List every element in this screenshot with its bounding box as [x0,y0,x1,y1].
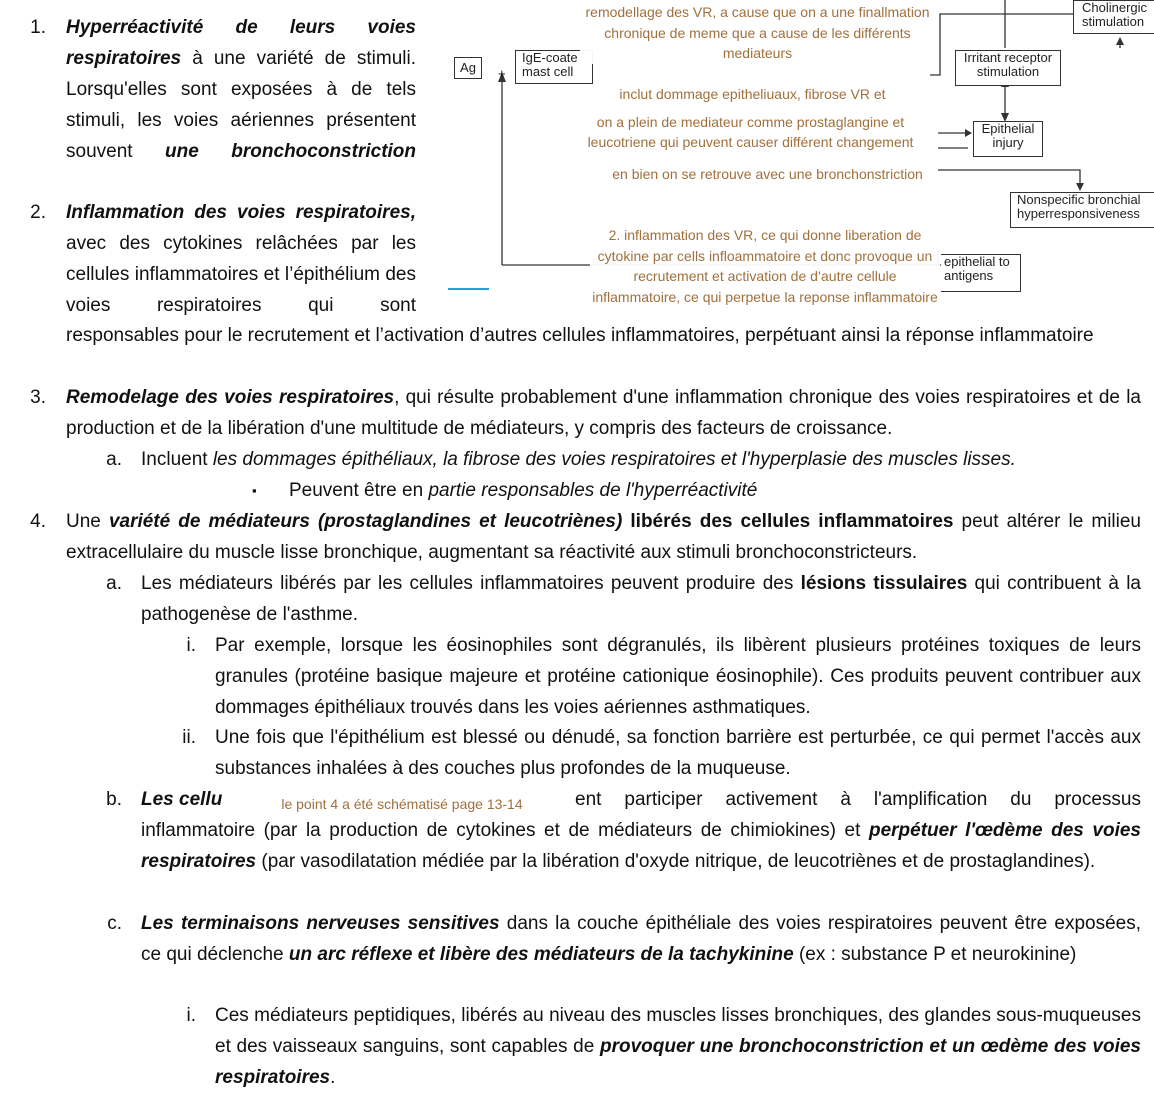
item-4b-bold: perpétuer l'œdème des voies respiratoires [141,820,1141,872]
item-3a-italic: les dommages épithéliaux, la fibrose des voies respiratoires et l'hyperplasie des muscles lisses. [212,449,1016,470]
irritant-receptor-box: Irritant receptor stimulation [955,50,1061,86]
item-2-bold: Inflammation des voies respiratoires, [66,202,416,223]
item-2-number: 2. [30,202,46,223]
item-3-text [66,382,1141,444]
item-4c-bold: Les terminaisons nerveuses sensitives [141,913,500,934]
item-3-bold: Remodelage des voies respiratoires [66,387,395,408]
note-remodelling: remodellage des VR, a cause que on a une finallmation chronique de meme que a cause de les différents mediateurs [580,2,935,64]
item-4-text [66,506,1141,568]
item-4c-marker: c. [107,913,122,934]
item-4c-body: dans la couche épithéliale des voies respiratoires peuvent être exposées, ce qui déclenche [141,913,1141,965]
asthma-diagram [440,0,1154,330]
item-4c-i-text [215,1000,1141,1093]
item-4b-lead: inflammatoire (par la production de cytokines et de médiateurs de chimiokines) et [141,820,869,841]
item-2-body: avec des cytokines relâchées par les cellules inflammatoires et l’épithélium des voies respiratoires qui sont [66,233,416,316]
item-4c-text [141,908,1141,970]
item-1-body: à une variété de stimuli. Lorsqu'elles sont exposées à de tels stimuli, les voies aériennes présentent souvent [66,48,416,162]
item-4c-i-bold: provoquer une bronchoconstriction et un œdème des voies respiratoires [215,1036,1142,1088]
item-4-bold-italic: variété de médiateurs (prostaglandines et leucotriènes) [108,511,623,532]
item-1-bold-end: une bronchoconstriction [165,141,417,162]
item-4a-bold: lésions tissulaires [800,573,968,594]
item-4a-i-marker: i. [186,635,196,656]
item-4a-i-text: Par exemple, lorsque les éosinophiles sont dégranulés, ils libèrent plusieurs protéines toxiques de leurs granules (protéine basique majeure et protéine cationique éosinophile). Ces produits peuvent contribuer aux dommages épithéliaux trouvés dans les voies aériennes asthmatiques. [215,635,1141,718]
item-3-body: , qui résulte probablement d'une inflammation chronique des voies respiratoires et de la production et de la libération d'une multitude de médiateurs, y compris des facteurs de croissance. [66,387,1141,439]
nonspecific-box: Nonspecific bronchial hyperresponsiveness [1010,192,1154,228]
item-4c-end: (ex : substance P et neurokinine) [793,944,1077,965]
item-4a-marker: a. [106,573,122,594]
item-4a-lead: Les médiateurs libérés par les cellules inflammatoires peuvent produire des [141,573,801,594]
item-4b-line1-end: ent participer activement à l'amplification du processus [575,789,1141,810]
item-1-bold: Hyperréactivité de leurs voies respiratoires [66,17,416,69]
ige-mast-cell-box: IgE-coate mast cell [515,50,593,84]
item-4c-i-marker: i. [186,1005,196,1026]
item-3a-lead: Incluent [141,449,213,470]
item-1-text [66,12,416,167]
plus-sign: + [498,66,506,81]
note-mediators: on a plein de mediateur comme prostaglangine et leucotriene qui peuvent causer différent changement [578,112,923,152]
item-4c-bold2: un arc réflexe et libère des médiateurs de la tachykinine [288,944,794,965]
bullet-italic: partie responsables de l'hyperréactivité [428,480,758,501]
item-4c-i-body: Ces médiateurs peptidiques, libérés au niveau des muscles lisses bronchiques, des glandes sous-muqueuses et des vaisseaux sanguins, sont capables de [215,1005,1141,1057]
item-3a-text [141,444,1141,475]
item-3a-marker: a. [106,449,122,470]
bullet-lead: Peuvent être en [289,480,429,501]
item-2-continuation: responsables pour le recrutement et l’activation d’autres cellules inflammatoires, perpétuant ainsi la réponse inflammatoire [66,325,1094,346]
item-4b-note: le point 4 a été schématisé page 13-14 [232,794,572,814]
note-hidden-line: en bien on se retrouve avec une bronchonstriction [612,166,923,180]
ag-box: Ag [454,57,482,79]
item-3-number: 3. [30,387,46,408]
item-4-body: peut altérer le milieu extracellulaire du muscle lisse bronchique, augmentant sa réactivité aux stimuli bronchoconstricteurs. [66,511,1141,563]
item-4a-text [141,568,1141,630]
note-includes: inclut dommage epitheliuaux, fibrose VR et [585,84,920,105]
item-1-number: 1. [30,17,46,38]
cholinergic-box: Cholinergic stimulation [1073,0,1154,34]
item-4a-end: qui contribuent à la pathogenèse de l'asthme. [141,573,1141,625]
item-2-text [66,197,416,321]
item-4b-marker: b. [106,789,122,810]
epithelial-antigens-box: epithelial to antigens [941,254,1021,292]
item-4a-ii-text: Une fois que l'épithélium est blessé ou dénudé, sa fonction barrière est perturbée, ce qui permet l'accès aux substances inhalées à des couches plus profondes de la muqueuse. [215,727,1141,779]
bullet-marker: ▪ [252,483,257,498]
note-inflammation: 2. inflammation des VR, ce qui donne liberation de cytokine par cells infloammatoire et donc provoque un recrutement et activation de d’autre cellule inflammatoire, ce qui perpetue la reponse inflammatoire [590,225,940,307]
item-4b-end: (par vasodilatation médiée par la libération d'oxyde nitrique, de leucotriènes et de prostaglandines). [256,851,1096,872]
item-4b-bold-start: Les cellu [141,789,223,810]
item-4c-i-period: . [330,1067,336,1088]
item-4a-ii-marker: ii. [182,727,196,748]
item-3-bullet-text [289,475,1139,506]
item-4-number: 4. [30,511,46,532]
item-4-lead: Une [66,511,109,532]
item-4b-text [141,815,1141,877]
item-4-bold: libérés des cellules inflammatoires [622,511,954,532]
epithelial-injury-box: Epithelial injury [973,121,1043,157]
